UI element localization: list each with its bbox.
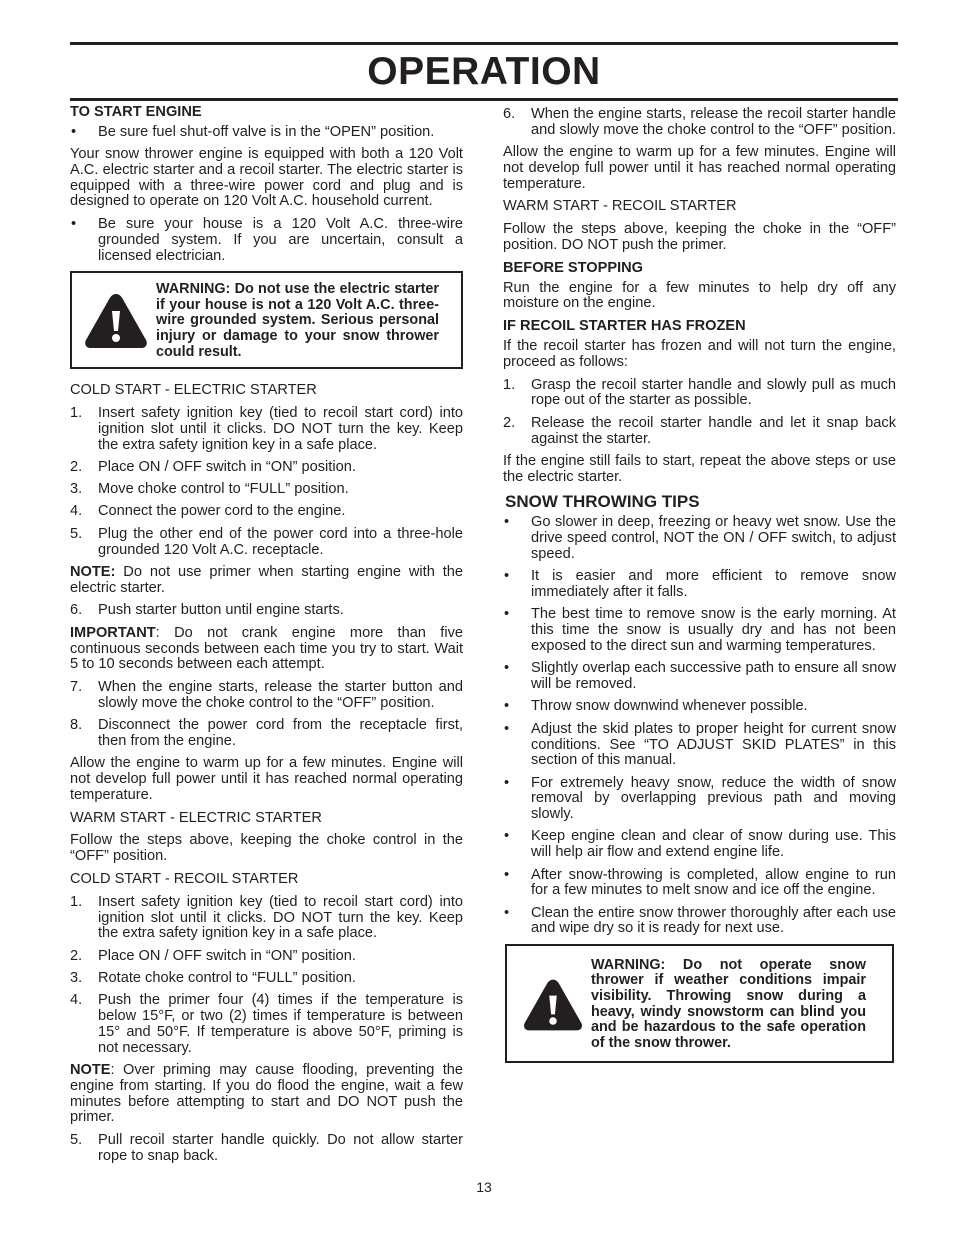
warning-box-visibility <box>505 944 894 1064</box>
recoil-frozen-outro: If the engine still fails to start, repeat the above steps or use the electric starter. <box>503 452 896 485</box>
before-stopping-text: Run the engine for a few minutes to help dry off any moisture on the engine. <box>503 279 896 312</box>
important-label: IMPORTANT <box>70 624 156 641</box>
warmup-paragraph: Allow the engine to warm up for a few minutes. Engine will not develop full power until it has reached normal operating temperature. <box>503 144 896 192</box>
bullet-marker: • <box>504 720 510 737</box>
bullet-marker: • <box>504 866 510 883</box>
note-primer <box>70 565 463 597</box>
step-text: Rotate choke control to “FULL” position. <box>98 970 356 987</box>
warm-start-recoil-heading: WARM START - RECOIL STARTER <box>503 198 737 215</box>
left-column <box>70 105 463 1171</box>
step-number: 3. <box>70 970 83 987</box>
fuel-bullet-text: Be sure fuel shut-off valve is in the “OPEN” position. <box>98 123 435 140</box>
cold-start-electric-heading: COLD START - ELECTRIC STARTER <box>70 382 317 399</box>
list-item <box>503 569 896 601</box>
snow-throwing-tips-heading: SNOW THROWING TIPS <box>505 492 700 512</box>
step-number: 3. <box>70 481 83 498</box>
step-number: 1. <box>503 376 516 393</box>
step-text: Disconnect the power cord from the receptacle first, then from the engine. <box>98 717 463 749</box>
list-item <box>503 829 896 861</box>
step-number: 2. <box>70 458 83 475</box>
list-item <box>503 699 896 715</box>
step-number: 8. <box>70 717 83 734</box>
list-item <box>503 107 896 139</box>
bullet-marker: • <box>504 660 510 677</box>
cold-start-electric-steps <box>70 406 463 558</box>
house-bullet-list <box>70 217 463 264</box>
tip-text: Adjust the skid plates to proper height for current snow conditions. See “TO ADJUST SKID PLATES” in this section of this manual. <box>531 720 896 769</box>
warm-start-recoil-text: Follow the steps above, keeping the choke in the “OFF” position. DO NOT push the primer. <box>503 221 896 254</box>
step-text: Place ON / OFF switch in “ON” position. <box>98 947 356 964</box>
warning-box-electric <box>70 271 463 369</box>
bullet-marker: • <box>504 828 510 845</box>
list-item <box>503 722 896 769</box>
right-column <box>503 107 896 1063</box>
bullet-marker: • <box>71 216 77 233</box>
tip-text: Clean the entire snow thrower thoroughly after each use and wipe dry so it is ready for next use. <box>531 904 896 937</box>
page-number: 13 <box>476 1179 492 1195</box>
step-six-list <box>70 603 463 619</box>
page-title: OPERATION <box>367 50 601 93</box>
note-over-priming <box>70 1063 463 1126</box>
step-text: Release the recoil starter handle and let it snap back against the starter. <box>531 414 896 447</box>
list-item <box>503 378 896 410</box>
step-text: Plug the other end of the power cord into a three-hole grounded 120 Volt A.C. receptacle. <box>98 525 463 558</box>
list-item <box>503 416 896 448</box>
warm-start-electric-heading: WARM START - ELECTRIC STARTER <box>70 809 322 826</box>
warmup-paragraph: Allow the engine to warm up for a few minutes. Engine will not develop full power until it has reached normal operating temperature. <box>70 755 463 803</box>
step-text: When the engine starts, release the recoil starter handle and slowly move the choke control to the “OFF” position. <box>531 106 897 138</box>
step-number: 1. <box>70 404 83 421</box>
list-item <box>503 607 896 654</box>
list-item <box>503 906 896 938</box>
warm-start-electric-text: Follow the steps above, keeping the choke control in the “OFF” position. <box>70 832 463 865</box>
step-text: Insert safety ignition key (tied to recoil start cord) into ignition slot until it clicks. DO NOT turn the key. Keep the extra safety ignition key in a safe place. <box>98 893 463 942</box>
header-rule-bottom <box>70 98 898 101</box>
header-rule-top <box>70 42 898 45</box>
bullet-marker: • <box>504 774 510 791</box>
step-number: 2. <box>503 414 516 431</box>
list-item <box>70 603 463 619</box>
list-item <box>70 460 463 476</box>
list-item <box>70 527 463 559</box>
tip-text: Throw snow downwind whenever possible. <box>531 698 808 715</box>
list-item <box>503 661 896 693</box>
cold-start-electric-steps-cont <box>70 680 463 750</box>
before-stopping-heading: BEFORE STOPPING <box>503 259 644 276</box>
cold-start-recoil-steps-cont <box>70 1133 463 1165</box>
list-item <box>70 504 463 520</box>
tip-text: Keep engine clean and clear of snow during use. This will help air flow and extend engine life. <box>531 828 896 861</box>
step-number: 5. <box>70 525 83 542</box>
note-text: Do not use primer when starting engine with the electric starter. <box>70 563 463 596</box>
cold-start-recoil-heading: COLD START - RECOIL STARTER <box>70 871 299 888</box>
fuel-bullet-list <box>70 125 463 141</box>
list-item <box>70 680 463 712</box>
note-text: : Over priming may cause flooding, preventing the engine from starting. If you do flood the engine, wait a few minutes before attempting to start and DO NOT push the primer. <box>70 1062 463 1126</box>
list-item <box>70 406 463 453</box>
warning-text: WARNING: Do not use the electric starter if your house is not a 120 Volt A.C. three-wire grounded system. Serious personal injury or damage to your snow thrower could result. <box>156 281 439 360</box>
step-text: Pull recoil starter handle quickly. Do not allow starter rope to snap back. <box>98 1132 463 1165</box>
recoil-step-six-list <box>503 107 896 139</box>
step-number: 1. <box>70 893 83 910</box>
step-number: 2. <box>70 947 83 964</box>
note-label: NOTE: <box>70 563 116 580</box>
bullet-marker: • <box>504 514 510 531</box>
step-text: Connect the power cord to the engine. <box>98 503 346 520</box>
list-item <box>70 949 463 965</box>
step-text: Insert safety ignition key (tied to recoil start cord) into ignition slot until it clicks. DO NOT turn the key. Keep the extra safety ignition key in a safe place. <box>98 404 463 453</box>
step-text: Move choke control to “FULL” position. <box>98 481 349 498</box>
to-start-engine-heading: TO START ENGINE <box>70 104 202 120</box>
bullet-marker: • <box>504 904 510 921</box>
snow-throwing-tips-list <box>503 515 896 937</box>
step-number: 6. <box>503 106 516 122</box>
list-item <box>70 971 463 987</box>
important-text: : Do not crank engine more than five continuous seconds between each time you try to start. Wait 5 to 10 seconds between each attempt. <box>70 624 463 673</box>
list-item <box>503 776 896 823</box>
tip-text: For extremely heavy snow, reduce the width of snow removal by overlapping previous path and moving slowly. <box>531 774 896 823</box>
list-item <box>70 1133 463 1165</box>
step-text: When the engine starts, release the starter button and slowly move the choke control to the “OFF” position. <box>98 679 463 711</box>
list-item <box>70 125 463 141</box>
bullet-marker: • <box>504 698 510 715</box>
intro-paragraph: Your snow thrower engine is equipped with both a 120 Volt A.C. electric starter and a recoil starter. The electric starter is equipped with a three-wire power cord and plug and is designed to operate on 120 Volt A.C. household current. <box>70 146 463 210</box>
list-item <box>70 217 463 264</box>
important-note <box>70 626 463 673</box>
tip-text: Slightly overlap each successive path to ensure all snow will be removed. <box>531 660 896 693</box>
list-item <box>503 515 896 562</box>
list-item <box>70 895 463 942</box>
tip-text: After snow-throwing is completed, allow engine to run for a few minutes to melt snow and ice off the engine. <box>531 866 896 899</box>
bullet-marker: • <box>504 606 510 623</box>
warning-triangle-icon <box>521 975 585 1035</box>
step-number: 6. <box>70 602 83 619</box>
list-item <box>70 482 463 498</box>
recoil-frozen-intro: If the recoil starter has frozen and will not turn the engine, proceed as follows: <box>503 338 896 370</box>
warning-triangle-icon <box>82 291 150 351</box>
recoil-frozen-steps <box>503 378 896 448</box>
tip-text: It is easier and more efficient to remove snow immediately after it falls. <box>531 568 896 601</box>
step-text: Place ON / OFF switch in “ON” position. <box>98 458 356 475</box>
recoil-frozen-heading: IF RECOIL STARTER HAS FROZEN <box>503 318 746 335</box>
step-number: 5. <box>70 1132 83 1149</box>
step-number: 4. <box>70 992 83 1009</box>
step-text: Push starter button until engine starts. <box>98 602 344 619</box>
step-text: Push the primer four (4) times if the temperature is below 15°F, or two (2) times if temperature is between 15° and 50°F. If temperature is above 50°F, priming is not necessary. <box>98 992 463 1056</box>
step-number: 4. <box>70 503 83 520</box>
tip-text: Go slower in deep, freezing or heavy wet snow. Use the drive speed control, NOT the ON / OFF switch, to adjust speed. <box>531 514 896 563</box>
list-item <box>503 868 896 900</box>
list-item <box>70 993 463 1056</box>
tip-text: The best time to remove snow is the early morning. At this time the snow is usually dry and has not been exposed to the direct sun and warming temperatures. <box>531 606 896 655</box>
step-number: 7. <box>70 679 83 696</box>
list-item <box>70 718 463 750</box>
note-label: NOTE <box>70 1062 111 1079</box>
cold-start-recoil-steps <box>70 895 463 1057</box>
bullet-marker: • <box>504 568 510 585</box>
step-text: Grasp the recoil starter handle and slowly pull as much rope out of the starter as possible. <box>531 376 896 409</box>
house-bullet-text: Be sure your house is a 120 Volt A.C. three-wire grounded system. If you are uncertain, consult a licensed electrician. <box>98 216 463 264</box>
bullet-marker: • <box>71 123 77 140</box>
warning-text: WARNING: Do not operate snow thrower if weather conditions impair visibility. Throwing snow during a heavy, windy snowstorm can blind you and be hazardous to the safe operation of the snow thrower. <box>591 956 866 1051</box>
